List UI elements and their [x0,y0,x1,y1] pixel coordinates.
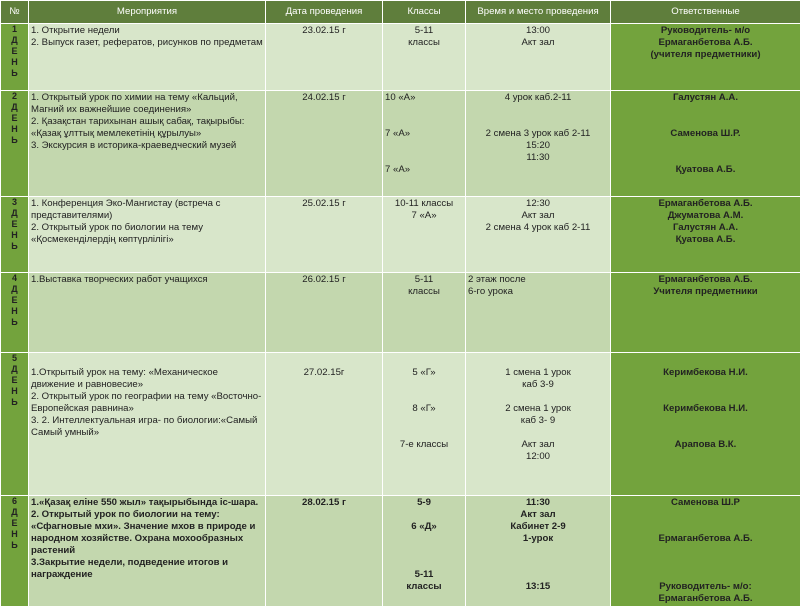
header-number: № [1,1,29,24]
classes-cell: 10 «А» 7 «А» 7 «А» [383,91,466,197]
responsible-cell: Галустян А.А. Саменова Ш.Р. Қуатова А.Б. [611,91,800,197]
header-date: Дата проведения [266,1,383,24]
time-place-cell: 1 смена 1 урок каб 3-9 2 смена 1 урок каб 3- 9 Акт зал 12:00 [466,353,611,496]
responsible-cell: Ермаганбетова А.Б. Джуматова А.М. Галустян А.А. Қуатова А.Б. [611,197,800,273]
table-row [1,24,800,91]
events-cell: 1.Открытый урок на тему: «Механическое движение и равновесие» 2. Открытый урок по географии на тему «Восточно-Европейская равнина» 3. 2. Интеллектуальная игра- по биологии:«Самый Самый умный» [29,353,266,496]
day-number: 4 Д Е Н Ь [1,273,29,353]
header-classes: Классы [383,1,466,24]
responsible-cell: Саменова Ш.Р Ермаганбетова А.Б. Руководитель- м/о: Ермаганбетова А.Б. [611,496,800,607]
time-place-cell: 13:00 Акт зал [466,24,611,91]
events-cell: 1. Открытие недели 2. Выпуск газет, рефератов, рисунков по предметам [29,24,266,91]
date-cell: 26.02.15 г [266,273,383,353]
time-place-cell: 4 урок каб.2-11 2 смена 3 урок каб 2-11 15:20 11:30 [466,91,611,197]
day-number: 6 Д Е Н Ь [1,496,29,607]
date-cell: 23.02.15 г [266,24,383,91]
table-row [1,496,800,607]
events-cell: 1.Выставка творческих работ учащихся [29,273,266,353]
responsible-cell: Керимбекова Н.И. Керимбекова Н.И. Арапова В.К. [611,353,800,496]
date-cell: 24.02.15 г [266,91,383,197]
classes-cell: 5-11 классы [383,24,466,91]
table-row [1,353,800,496]
table-row [1,91,800,197]
header-events: Мероприятия [29,1,266,24]
classes-cell: 5 «Г» 8 «Г» 7-е классы [383,353,466,496]
time-place-cell: 2 этаж после 6-го урока [466,273,611,353]
day-number: 3 Д Е Н Ь [1,197,29,273]
classes-cell: 5-11 классы [383,273,466,353]
date-cell: 27.02.15г [266,353,383,496]
events-cell: 1.«Қазақ еліне 550 жыл» тақырыбында іс-шара. 2. Открытый урок по биологии на тему: «Сфагновые мхи». Значение мхов в природе и народном хозяйстве. Охрана мохообразных растений 3.Закрытие недели, подведение итогов и награждение [29,496,266,607]
classes-cell: 10-11 классы 7 «А» [383,197,466,273]
header-row [1,1,800,24]
time-place-cell: 12:30 Акт зал 2 смена 4 урок каб 2-11 [466,197,611,273]
header-responsible: Ответственные [611,1,800,24]
day-number: 5 Д Е Н Ь [1,353,29,496]
day-number: 1 Д Е Н Ь [1,24,29,91]
events-cell: 1. Открытый урок по химии на тему «Кальций, Магний их важнейшие соединения» 2. Қазақстан тарихынан ашық сабақ, тақырыбы: «Қазақ ұлттық мемлекетінің құрылуы» 3. Экскурсия в историка-краеведческий музей [29,91,266,197]
table-row [1,273,800,353]
time-place-cell: 11:30 Акт зал Кабинет 2-9 1-урок 13:15 [466,496,611,607]
header-time-place: Время и место проведения [466,1,611,24]
table-row [1,197,800,273]
day-number: 2 Д Е Н Ь [1,91,29,197]
responsible-cell: Руководитель- м/о Ермаганбетова А.Б. (учителя предметники) [611,24,800,91]
date-cell: 28.02.15 г [266,496,383,607]
classes-cell: 5-9 6 «Д» 5-11 классы [383,496,466,607]
date-cell: 25.02.15 г [266,197,383,273]
responsible-cell: Ермаганбетова А.Б. Учителя предметники [611,273,800,353]
events-cell: 1. Конференция Эко-Мангистау (встреча с представителями) 2. Открытый урок по биологии на тему «Қосмекенділердің көптүрлілігі» [29,197,266,273]
